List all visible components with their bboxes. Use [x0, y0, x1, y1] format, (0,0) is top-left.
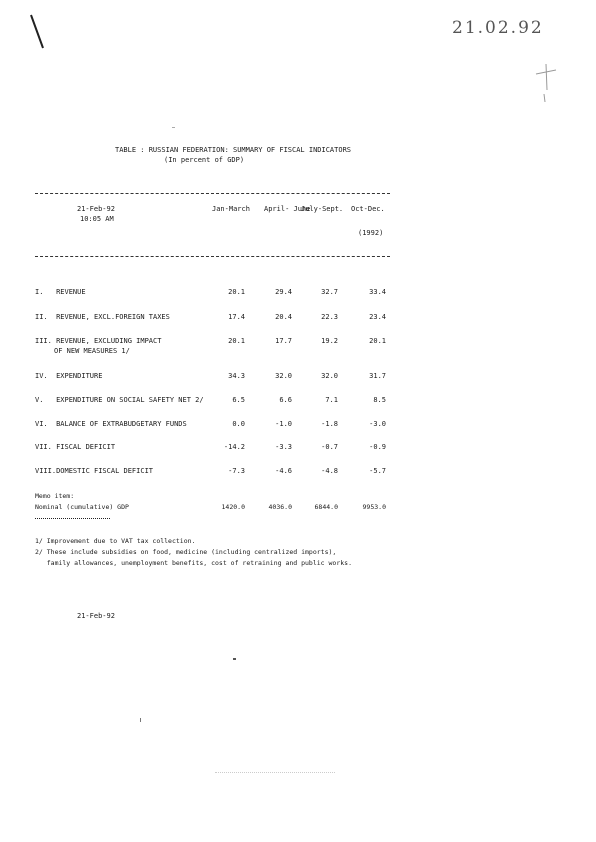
cell-q3: -4.8 — [321, 467, 338, 475]
table-subtitle: (In percent of GDP) — [164, 156, 245, 164]
faint-scan-line — [215, 772, 335, 773]
cell-q2: 4036.0 — [268, 503, 292, 511]
cell-q1: 34.3 — [228, 372, 245, 380]
cell-q3: 19.2 — [321, 337, 338, 345]
cell-q3: 32.0 — [321, 372, 338, 380]
row-label: II. REVENUE, EXCL.FOREIGN TAXES — [35, 313, 170, 321]
row-label: VIII.DOMESTIC FISCAL DEFICIT — [35, 467, 154, 475]
header-time: 10:05 AM — [80, 215, 114, 223]
cell-q4: 8.5 — [373, 396, 386, 404]
cell-q1: 0.0 — [232, 420, 245, 428]
cell-q4: 20.1 — [369, 337, 386, 345]
row-label: Nominal (cumulative) GDP — [35, 503, 129, 511]
cell-q2: 29.4 — [275, 288, 292, 296]
row-label: III. REVENUE, EXCLUDING IMPACT — [35, 337, 162, 345]
cell-q4: 33.4 — [369, 288, 386, 296]
footnote-2-cont: family allowances, unemployment benefits, cost of retraining and public works. — [35, 559, 352, 567]
cell-q3: 7.1 — [325, 396, 338, 404]
footnote-1: 1/ Improvement due to VAT tax collection. — [35, 537, 196, 545]
cell-q1: 20.1 — [228, 288, 245, 296]
cell-q1: -7.3 — [228, 467, 245, 475]
memo-heading: Memo item: — [35, 492, 75, 500]
cell-q2: 32.0 — [275, 372, 292, 380]
cell-q2: -4.6 — [275, 467, 292, 475]
cell-q3: 6844.0 — [314, 503, 338, 511]
cell-q2: 6.6 — [279, 396, 292, 404]
row-label: V. EXPENDITURE ON SOCIAL SAFETY NET 2/ — [35, 396, 204, 404]
cell-q4: 31.7 — [369, 372, 386, 380]
col-header-q1: Jan-March — [212, 205, 250, 213]
cell-q4: 9953.0 — [362, 503, 386, 511]
footer-date: 21-Feb-92 — [77, 612, 115, 620]
row-label-cont: OF NEW MEASURES 1/ — [54, 347, 130, 355]
cell-q4: -0.9 — [369, 443, 386, 451]
scan-speck — [233, 658, 236, 660]
handwritten-mark — [532, 60, 562, 105]
cell-q3: 22.3 — [321, 313, 338, 321]
header-date: 21-Feb-92 — [77, 205, 115, 213]
cell-q3: -0.7 — [321, 443, 338, 451]
cell-q4: -3.0 — [369, 420, 386, 428]
cell-q4: 23.4 — [369, 313, 386, 321]
cell-q4: -5.7 — [369, 467, 386, 475]
header-rule-bottom — [35, 256, 390, 257]
row-label: IV. EXPENDITURE — [35, 372, 103, 380]
col-header-q4: Oct-Dec. — [351, 205, 385, 213]
row-label: VI. BALANCE OF EXTRABUDGETARY FUNDS — [35, 420, 187, 428]
footnote-separator — [35, 518, 110, 519]
col-header-q2: April- June — [264, 205, 311, 213]
cell-q2: -1.0 — [275, 420, 292, 428]
row-label: VII. FISCAL DEFICIT — [35, 443, 116, 451]
scan-speck — [172, 127, 175, 128]
cell-q2: 17.7 — [275, 337, 292, 345]
row-label: I. REVENUE — [35, 288, 86, 296]
header-rule-top — [35, 193, 390, 194]
table-title: TABLE : RUSSIAN FEDERATION: SUMMARY OF FISCAL INDICATORS — [115, 146, 352, 154]
handwritten-date: 21.02.92 — [452, 18, 544, 38]
handwritten-stroke — [28, 12, 48, 52]
col-header-q3: July-Sept. — [301, 205, 344, 213]
cell-q3: -1.8 — [321, 420, 338, 428]
cell-q1: 17.4 — [228, 313, 245, 321]
cell-q2: 20.4 — [275, 313, 292, 321]
cell-q1: 20.1 — [228, 337, 245, 345]
cell-q1: 6.5 — [232, 396, 245, 404]
col-header-year: (1992) — [358, 229, 384, 237]
cell-q1: -14.2 — [223, 443, 245, 451]
cell-q3: 32.7 — [321, 288, 338, 296]
cell-q2: -3.3 — [275, 443, 292, 451]
footnote-2: 2/ These include subsidies on food, medicine (including centralized imports), — [35, 548, 337, 556]
cell-q1: 1420.0 — [221, 503, 245, 511]
scan-speck — [140, 718, 141, 722]
